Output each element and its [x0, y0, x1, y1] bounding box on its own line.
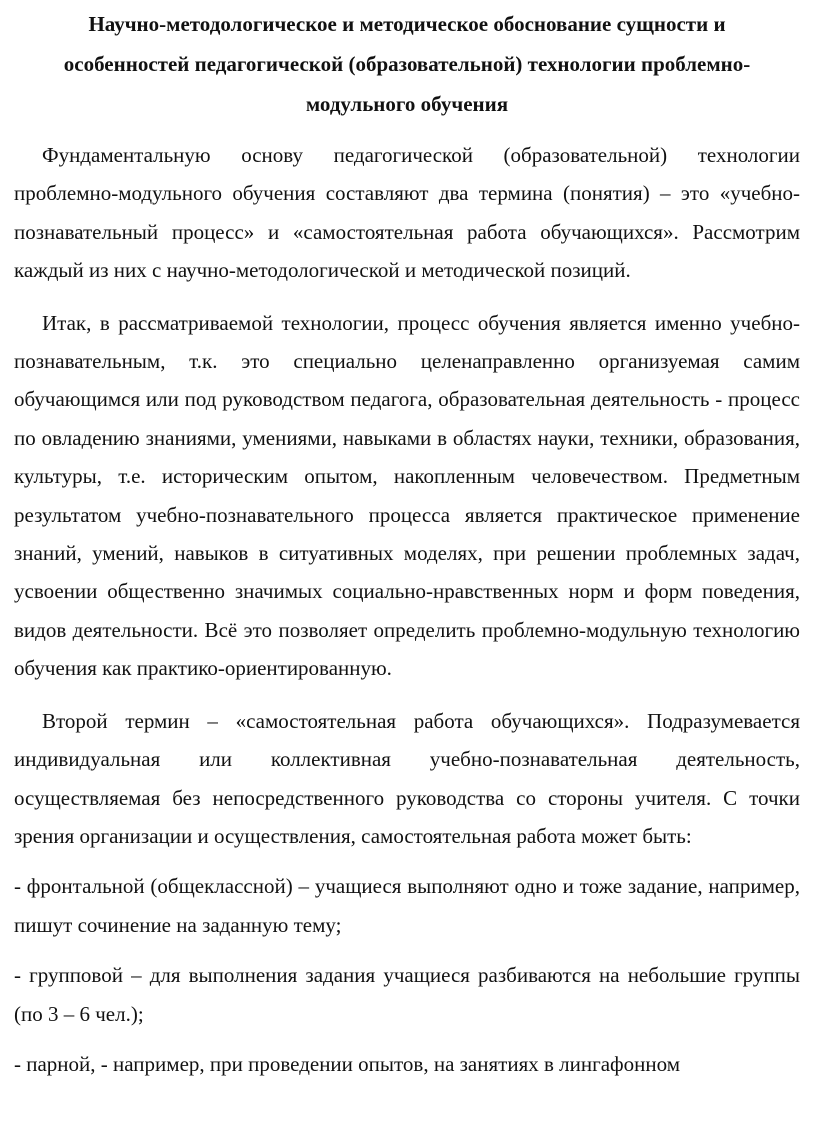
list-item-group: - групповой – для выполнения задания учащиеся разбиваются на небольшие группы (по 3 – 6 чел.); — [14, 963, 800, 1026]
document-title: Научно-методологическое и методическое обоснование сущности и особенностей педагогической (образовательной) технологии проблемно-модульного обучения — [63, 12, 751, 116]
list-item-pair: - парной, - например, при проведении опытов, на занятиях в лингафонном — [14, 1051, 681, 1076]
list-item-frontal: - фронтальной (общеклассной) – учащиеся выполняют одно и тоже задание, например, пишут сочинение на заданную тему; — [14, 874, 800, 937]
paragraph-3: Второй термин – «самостоятельная работа обучающихся». Подразумевается индивидуальная или коллективная учебно-познавательная деятельность, осуществляемая без непосредственного руководства со стороны учителя. С точки зрения организации и осуществления, самостоятельная работа может быть: — [14, 708, 800, 848]
paragraph-2: Итак, в рассматриваемой технологии, процесс обучения является именно учебно-познавательным, т.к. это специально целенаправленно организуемая самим обучающимся или под руководством педагога, образовательная деятельность - процесс по овладению знаниями, умениями, навыками в областях науки, техники, образования, культуры, т.е. историческим опытом, накопленным человечеством. Предметным результатом учебно-познавательного процесса является практическое применение знаний, умений, навыков в ситуативных моделях, при решении проблемных задач, усвоении общественно значимых социально-нравственных норм и форм поведения, видов деятельности. Всё это позволяет определить проблемно-модульную технологию обучения как практико-ориентированную. — [14, 310, 800, 681]
document-page — [14, 4, 800, 1095]
paragraph-1: Фундаментальную основу педагогической (образовательной) технологии проблемно-модульного обучения составляют два термина (понятия) – это «учебно-познавательный процесс» и «самостоятельная работа обучающихся». Рассмотрим каждый из них с научно-методологической и методической позиций. — [14, 143, 800, 283]
